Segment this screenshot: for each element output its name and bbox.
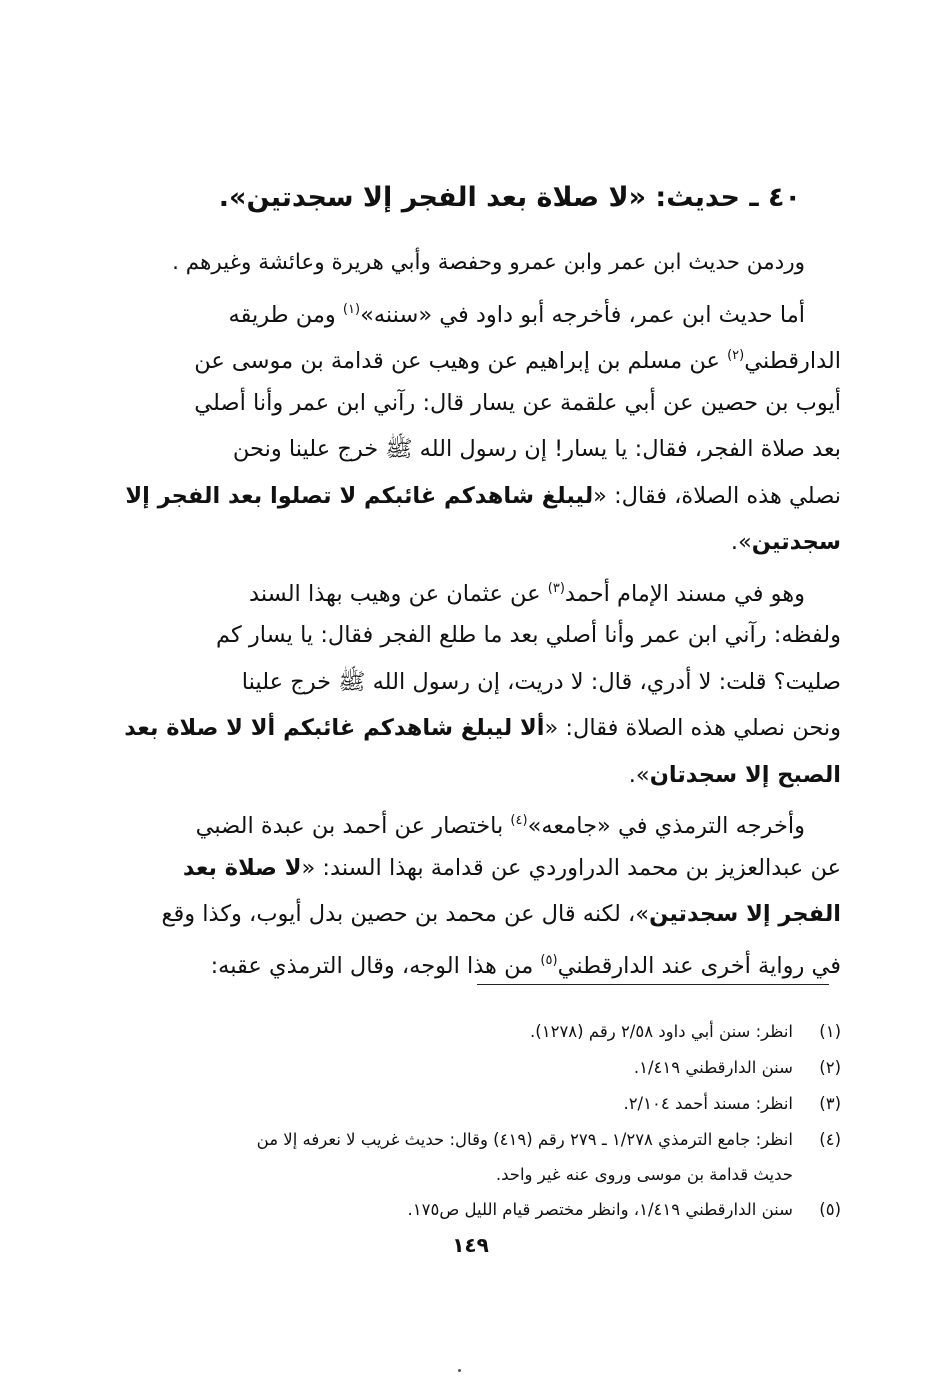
footnote-text: انظر: سنن أبي داود ٢/٥٨ رقم (١٢٧٨).: [530, 1022, 793, 1041]
hadith-quote-bold: ليبلغ شاهدكم غائبكم لا تصلوا بعد الفجر إلا: [125, 482, 594, 509]
text-span: وهو في مسند الإمام أحمد: [564, 580, 805, 607]
footnote-ref-2[interactable]: (٢): [727, 348, 745, 363]
hadith-heading: ٤٠ ـ حديث: «لا صلاة بعد الفجر إلا سجدتين».: [218, 182, 801, 213]
paragraph-3-line-3: [101, 659, 841, 706]
footnote-ref-1[interactable]: (١): [342, 301, 361, 317]
hadith-quote-bold: الفجر إلا سجدتين: [649, 901, 841, 927]
footnote-number: (٢): [819, 1058, 841, 1077]
text-span: من هذا الوجه، وقال الترمذي عقبه:: [210, 952, 541, 979]
text-span: عن مسلم بن إبراهيم عن وهيب عن قدامة بن موسى عن: [194, 348, 728, 374]
text-span: في رواية أخرى عند الدارقطني: [557, 952, 841, 979]
footnote-4: [101, 1122, 841, 1158]
text-span: أيوب بن حصين عن أبي علقمة عن يسار قال: رآني ابن عمر وأنا أصلي: [194, 389, 841, 416]
paragraph-3-line-2: [101, 612, 841, 659]
footnote-text: انظر: مسند أحمد ٢/١٠٤.: [623, 1094, 793, 1113]
text-span: ».: [730, 529, 752, 555]
paragraph-3-line-5: [101, 752, 841, 799]
body-text: [101, 240, 841, 984]
text-span: ».: [628, 761, 650, 788]
paragraph-2-line-3: [101, 380, 841, 427]
text-span: عن عثمان عن وهيب بهذا السند: [249, 580, 548, 607]
paragraph-4-line-1: [101, 798, 841, 845]
text-span: وردمن حديث ابن عمر وابن عمرو وحفصة وأبي هريرة وعائشة وغيرهم .: [172, 250, 805, 275]
paragraph-2-line-1: [101, 287, 841, 334]
footnote-number: (٣): [819, 1094, 841, 1113]
footnote-1: [101, 1014, 841, 1050]
footnote-5: [101, 1192, 841, 1228]
text-span: أما حديث ابن عمر، فأخرجه أبو داود في «سننه»: [360, 301, 805, 328]
footnote-3: [101, 1086, 841, 1122]
paragraph-3-line-1: [101, 566, 841, 613]
footnotes: [101, 1014, 841, 1228]
footnote-ref-4[interactable]: (٤): [510, 813, 528, 828]
paragraph-4-line-4: [101, 938, 841, 985]
footnote-number: (٤): [819, 1130, 841, 1149]
footnote-number: (١): [819, 1022, 841, 1041]
paragraph-4-line-3: [101, 891, 841, 938]
hadith-quote-bold: الصبح إلا سجدتان: [649, 761, 841, 788]
text-span: وأخرجه الترمذي في «جامعه»: [527, 813, 805, 839]
text-span: نصلي هذه الصلاة، فقال: «: [593, 482, 841, 509]
text-span: ومن طريقه: [228, 301, 343, 328]
text-span: ونحن نصلي هذه الصلاة فقال: «: [544, 715, 841, 741]
footnote-4-continuation: حديث قدامة بن موسى وروى عنه غير واحد.: [495, 1165, 793, 1184]
footnote-ref-3[interactable]: (٣): [547, 580, 565, 596]
hadith-quote-bold: سجدتين: [751, 529, 841, 555]
paragraph-3-line-4: [101, 705, 841, 752]
footnote-ref-5[interactable]: (٥): [540, 952, 558, 968]
footnote-text: سنن الدارقطني ١/٤١٩، وانظر مختصر قيام الليل ص١٧٥.: [407, 1200, 793, 1219]
text-span: عن عبدالعزيز بن محمد الدراوردي عن قدامة بهذا السند: «: [301, 854, 841, 881]
text-span: بعد صلاة الفجر، فقال: يا يسار! إن رسول الله ﷺ خرج علينا ونحن: [232, 436, 841, 462]
paragraph-2-line-6: [101, 519, 841, 566]
footnote-text: سنن الدارقطني ١/٤١٩.: [633, 1058, 793, 1077]
text-span: صليت؟ قلت: لا أدري، قال: لا دريت، إن رسول الله ﷺ خرج علينا: [241, 668, 841, 695]
page-number: ١٤٩: [452, 1233, 489, 1257]
text-span: »، لكنه قال عن محمد بن حصين بدل أيوب، وكذا وقع: [161, 901, 650, 927]
footnote-number: (٥): [819, 1200, 841, 1219]
text-span: باختصار عن أحمد بن عبدة الضبي: [195, 813, 511, 839]
paragraph-2-line-5: [101, 473, 841, 520]
text-span: ولفظه: رآني ابن عمر وأنا أصلي بعد ما طلع الفجر فقال: يا يسار كم: [216, 622, 841, 648]
hadith-quote-bold: لا صلاة بعد: [182, 854, 302, 881]
footnote-text: انظر: جامع الترمذي ١/٢٧٨ ـ ٢٧٩ رقم (٤١٩) وقال: حديث غريب لا نعرفه إلا من: [256, 1130, 793, 1149]
text-span: الدارقطني: [744, 348, 841, 374]
scan-speck: [458, 1369, 461, 1372]
paragraph-1-line-1: [101, 240, 841, 287]
footnote-2: [101, 1050, 841, 1086]
paragraph-2-line-2: [101, 333, 841, 380]
footnote-divider: [477, 984, 829, 985]
paragraph-4-line-2: [101, 845, 841, 892]
hadith-quote-bold: ألا ليبلغ شاهدكم غائبكم ألا لا صلاة بعد: [124, 715, 545, 741]
paragraph-2-line-4: [101, 426, 841, 473]
